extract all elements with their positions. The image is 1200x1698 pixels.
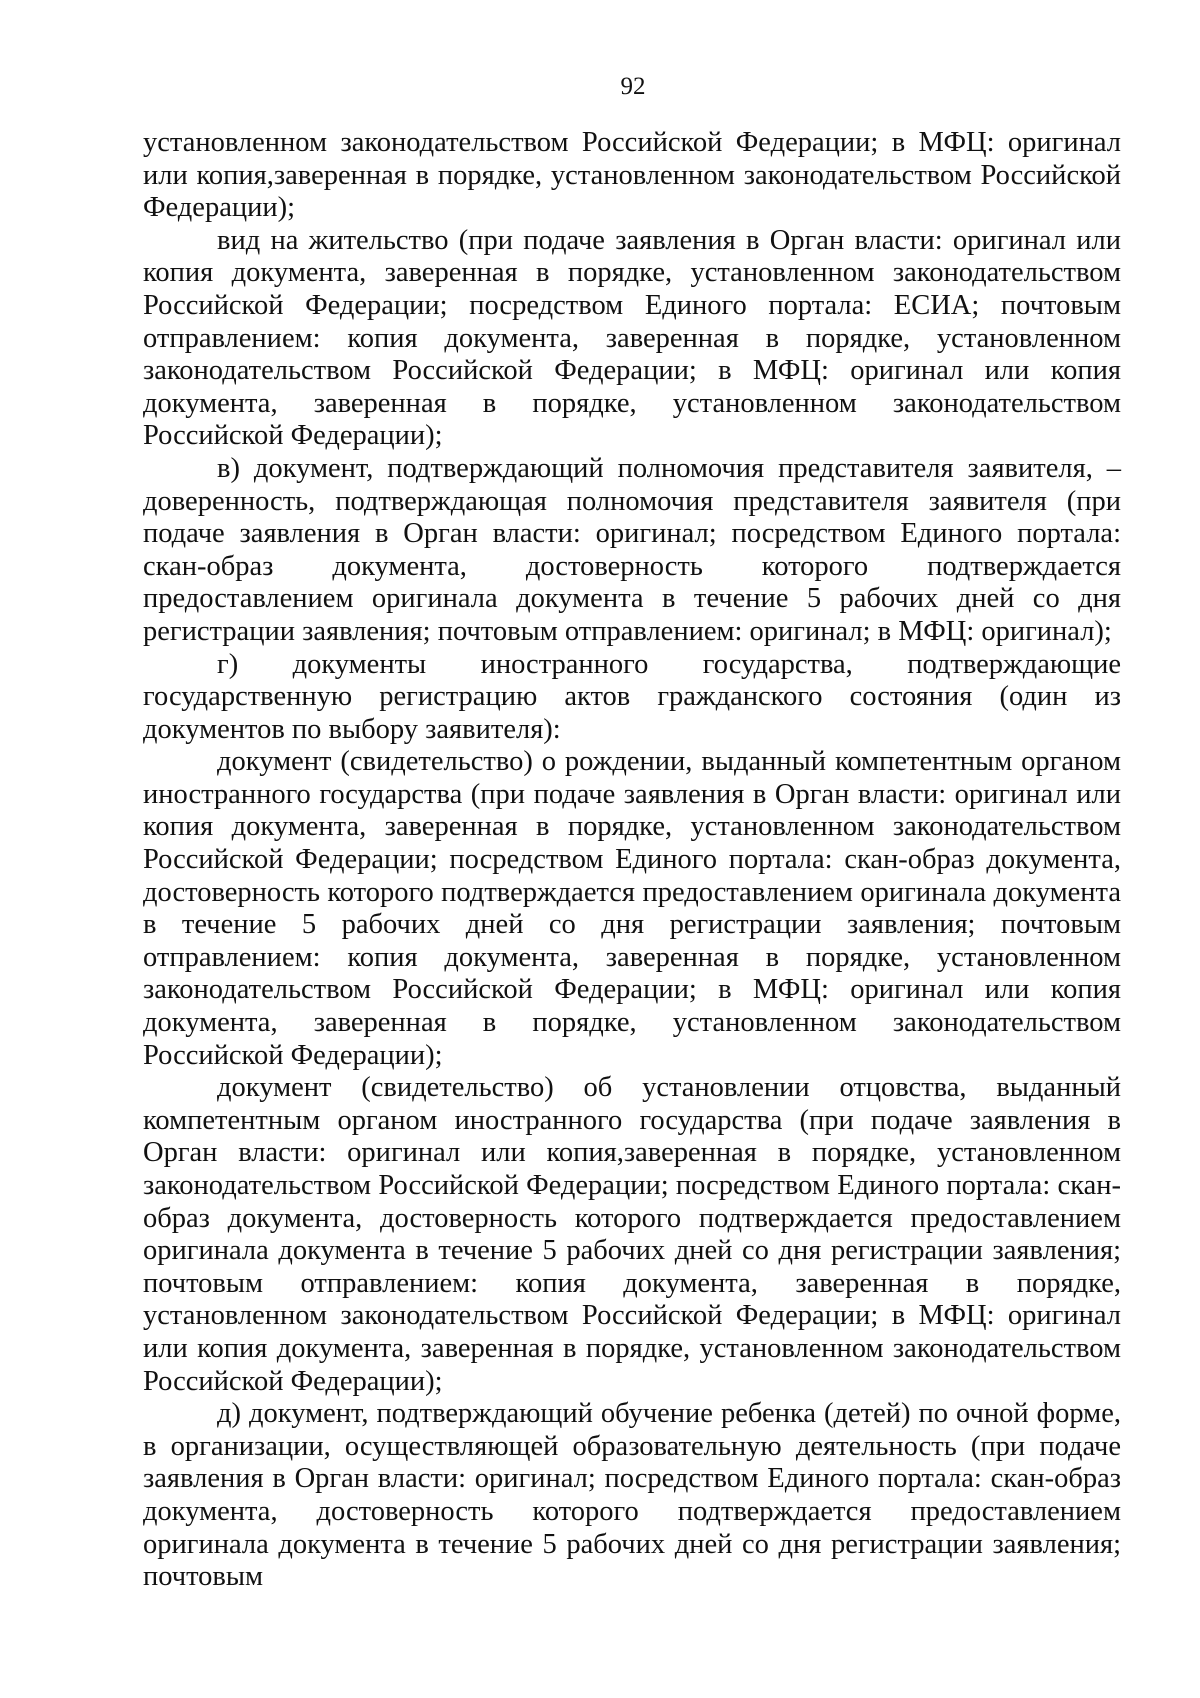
paragraph-residence-permit: вид на жительство (при подаче заявления в Орган власти: оригинал или копия документа, заверенная в порядке, установленном законодательством Российской Федерации; посредством Единого портала: ЕСИА; почтовым отправлением: копия документа, заверенная в порядке, установленном законодательством Российской Федерации; в МФЦ: оригинал или копия документа, заверенная в порядке, установленном законодательством Российской Федерации); [143,224,1121,452]
paragraph-paternity-certificate: документ (свидетельство) об установлении отцовства, выданный компетентным органом иностранного государства (при подаче заявления в Орган власти: оригинал или копия,заверенная в порядке, установленном законодательством Российской Федерации; посредством Единого портала: скан-образ документа, достоверность которого подтверждается предоставлением оригинала документа в течение 5 рабочих дней со дня регистрации заявления; почтовым отправлением: копия документа, заверенная в порядке, установленном законодательством Российской Федерации; в МФЦ: оригинал или копия документа, заверенная в порядке, установленном законодательством Российской Федерации); [143,1072,1121,1397]
paragraph-item-g: г) документы иностранного государства, подтверждающие государственную регистрацию актов гражданского состояния (один из документов по выбору заявителя): [143,648,1121,745]
paragraph-item-d: д) документ, подтверждающий обучение ребенка (детей) по очной форме, в организации, осуществляющей образовательную деятельность (при подаче заявления в Орган власти: оригинал; посредством Единого портала: скан-образ документа, достоверность которого подтверждается предоставлением оригинала документа в течение 5 рабочих дней со дня регистрации заявления; почтовым [143,1398,1121,1593]
paragraph-birth-certificate: документ (свидетельство) о рождении, выданный компетентным органом иностранного государства (при подаче заявления в Орган власти: оригинал или копия документа, заверенная в порядке, установленном законодательством Российской Федерации; посредством Единого портала: скан-образ документа, достоверность которого подтверждается предоставлением оригинала документа в течение 5 рабочих дней со дня регистрации заявления; почтовым отправлением: копия документа, заверенная в порядке, установленном законодательством Российской Федерации; в МФЦ: оригинал или копия документа, заверенная в порядке, установленном законодательством Российской Федерации); [143,746,1121,1071]
paragraph-continuation: установленном законодательством Российской Федерации; в МФЦ: оригинал или копия,заверенная в порядке, установленном законодательством Российской Федерации); [143,127,1121,224]
document-body [143,127,1121,1594]
paragraph-item-v: в) документ, подтверждающий полномочия представителя заявителя, – доверенность, подтверждающая полномочия представителя заявителя (при подаче заявления в Орган власти: оригинал; посредством Единого портала: скан-образ документа, достоверность которого подтверждается предоставлением оригинала документа в течение 5 рабочих дней со дня регистрации заявления; почтовым отправлением: оригинал; в МФЦ: оригинал); [143,452,1121,647]
page-number: 92 [620,73,646,100]
